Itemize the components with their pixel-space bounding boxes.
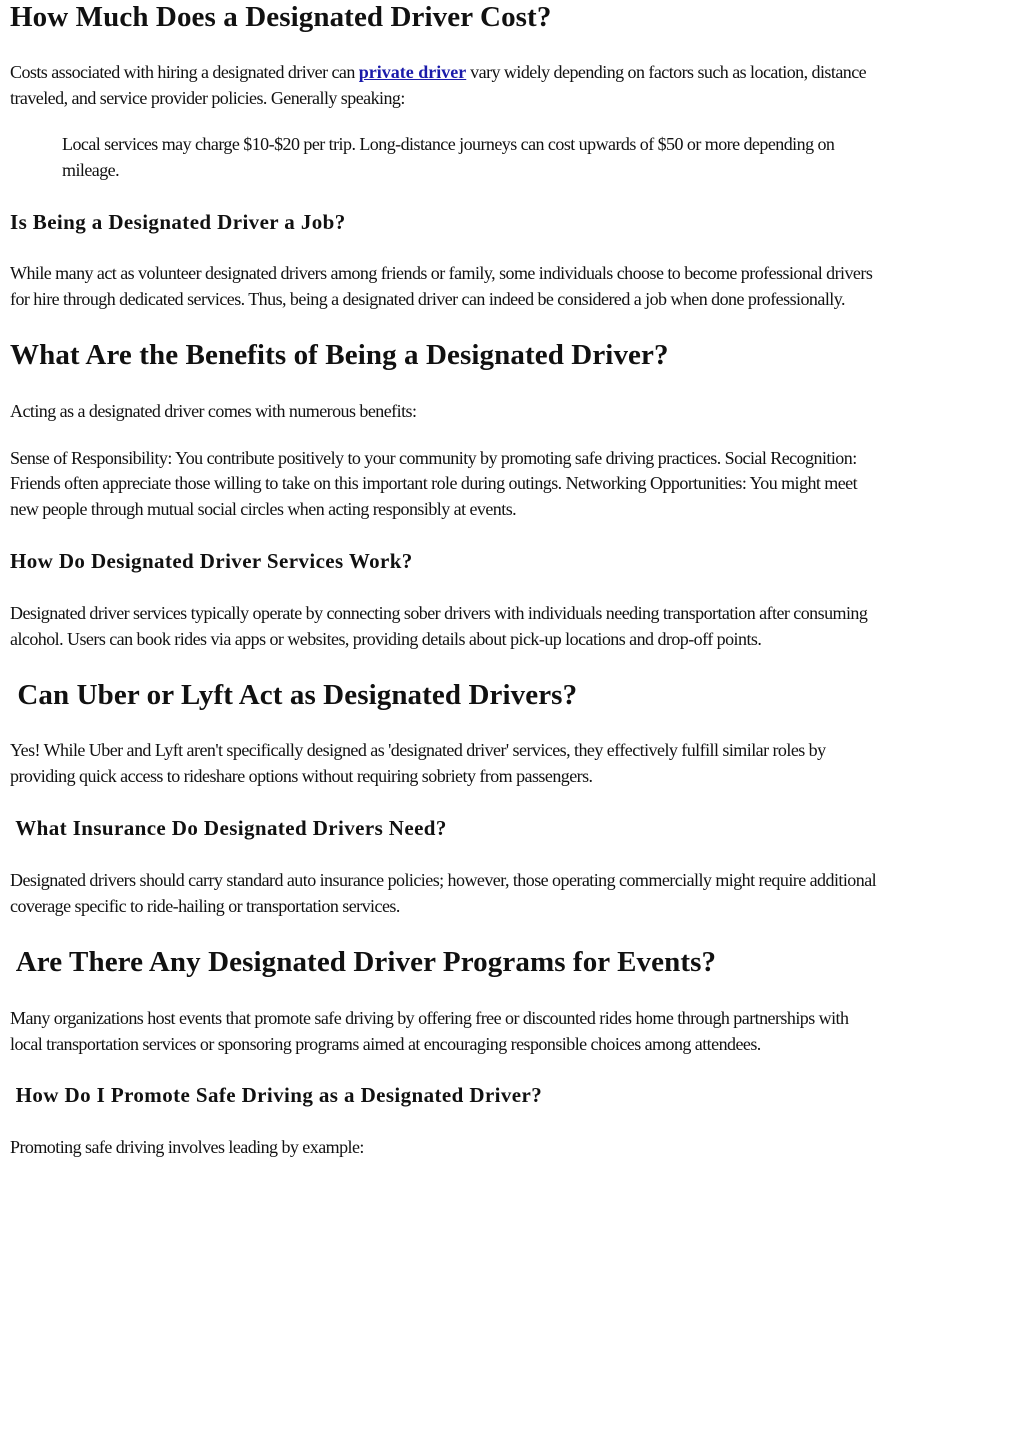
- uber-paragraph-line-1: Yes! While Uber and Lyft aren't specifically designed as 'designated driver' services, they effectively fulfill similar roles by: [10, 740, 826, 760]
- cost-paragraph-line-2: traveled, and service provider policies. Generally speaking:: [10, 88, 405, 108]
- insurance-paragraph-line-2: coverage specific to ride-hailing or transportation services.: [10, 896, 400, 916]
- benefits-paragraph-line-3: new people through mutual social circles when acting responsibly at events.: [10, 499, 517, 519]
- heading-events: Are There Any Designated Driver Programs for Events?: [10, 946, 717, 978]
- events-paragraph-line-2: local transportation services or sponsoring programs aimed at encouraging responsible choices among attendees.: [10, 1034, 761, 1054]
- benefits-paragraph-line-2: Friends often appreciate those willing to take on this important role during outings. Networking Opportunities: You might meet: [10, 473, 858, 493]
- heading-insurance: What Insurance Do Designated Drivers Need?: [10, 816, 447, 840]
- heading-job: Is Being a Designated Driver a Job?: [10, 210, 346, 234]
- cost-blockquote-line-1: Local services may charge $10-$20 per trip. Long-distance journeys can cost upwards of $50 or more depending on: [62, 134, 835, 154]
- heading-promote: How Do I Promote Safe Driving as a Designated Driver?: [10, 1083, 543, 1107]
- uber-paragraph-line-2: providing quick access to rideshare options without requiring sobriety from passengers.: [10, 766, 593, 786]
- cost-text-before-link: Costs associated with hiring a designated driver can: [10, 62, 359, 82]
- promote-paragraph-line-1: Promoting safe driving involves leading by example:: [10, 1137, 364, 1157]
- services-paragraph-line-1: Designated driver services typically operate by connecting sober drivers with individuals needing transportation after consuming: [10, 603, 868, 623]
- insurance-paragraph-line-1: Designated drivers should carry standard auto insurance policies; however, those operating commercially might require additional: [10, 870, 877, 890]
- services-paragraph-line-2: alcohol. Users can book rides via apps or websites, providing details about pick-up locations and drop-off points.: [10, 629, 762, 649]
- heading-benefits: What Are the Benefits of Being a Designated Driver?: [10, 339, 669, 371]
- cost-text-after-link: vary widely depending on factors such as location, distance: [466, 62, 867, 82]
- heading-services: How Do Designated Driver Services Work?: [10, 549, 413, 573]
- job-paragraph-line-1: While many act as volunteer designated drivers among friends or family, some individuals choose to become professional drivers: [10, 263, 873, 283]
- private-driver-link[interactable]: private driver: [358, 62, 467, 82]
- events-paragraph-line-1: Many organizations host events that promote safe driving by offering free or discounted rides home through partnerships with: [10, 1008, 849, 1028]
- heading-cost: How Much Does a Designated Driver Cost?: [10, 1, 552, 33]
- job-paragraph-line-2: for hire through dedicated services. Thus, being a designated driver can indeed be considered a job when done professionally.: [10, 289, 845, 309]
- heading-uber-lyft: Can Uber or Lyft Act as Designated Drivers?: [10, 679, 578, 711]
- cost-paragraph-line-1: [10, 62, 866, 83]
- cost-blockquote-line-2: mileage.: [62, 160, 120, 180]
- benefits-paragraph-line-1: Sense of Responsibility: You contribute positively to your community by promoting safe driving practices. Social Recognition:: [10, 448, 857, 468]
- benefits-intro: Acting as a designated driver comes with numerous benefits:: [10, 401, 417, 421]
